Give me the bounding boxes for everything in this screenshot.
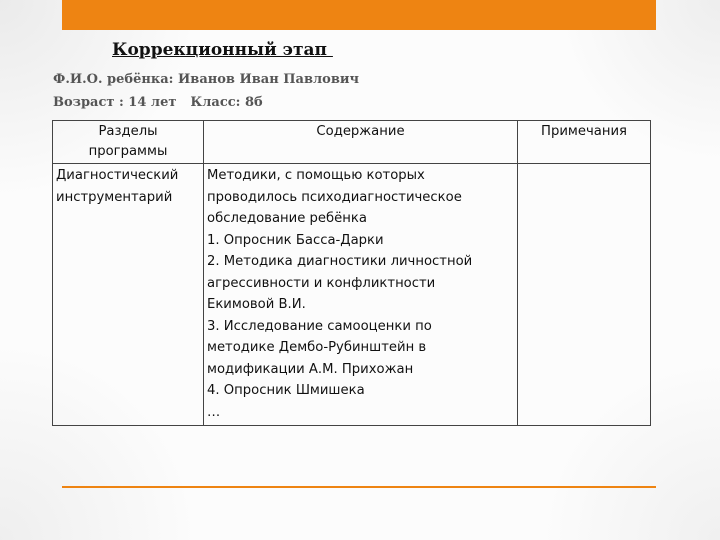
header-sections-line: программы [88,143,168,159]
header-sections-line: Разделы [98,124,158,139]
content-line: проводилось психодиагностическое [207,189,462,205]
content-line: обследование ребёнка [207,211,367,226]
table-row [53,164,651,426]
table-header-row [53,121,651,164]
content-line: 4. Опросник Шмишека [207,383,365,398]
cell-section [53,164,204,426]
content-line: Екимовой В.И. [207,297,306,312]
cell-notes [518,164,651,426]
section-line: Диагностический [56,168,179,183]
content-line: 3. Исследование самооценки по [207,318,432,334]
top-accent-bar [62,0,656,30]
child-age: Возраст : 14 лет [53,95,177,110]
content-line: методике Дембо-Рубинштейн в [207,340,427,355]
section-line: инструментарий [56,189,173,205]
child-age-class-line [53,95,263,110]
bottom-accent-line [62,486,656,488]
child-name-line: Ф.И.О. ребёнка: Иванов Иван Павлович [53,72,360,87]
cell-content [204,164,518,426]
content-line: 2. Методика диагностики личностной [207,254,473,269]
content-line: … [207,404,221,420]
content-line: модификации А.М. Прихожан [207,361,414,377]
header-sections [53,121,204,164]
header-content: Содержание [204,121,518,164]
slide-title: Коррекционный этап [112,40,333,60]
content-line: 1. Опросник Басса-Дарки [207,232,384,248]
child-class: Класс: 8б [190,95,263,110]
program-table [52,120,651,426]
content-line: Методики, с помощью которых [207,168,425,183]
header-notes: Примечания [518,121,651,164]
content-line: агрессивности и конфликтности [207,275,436,291]
